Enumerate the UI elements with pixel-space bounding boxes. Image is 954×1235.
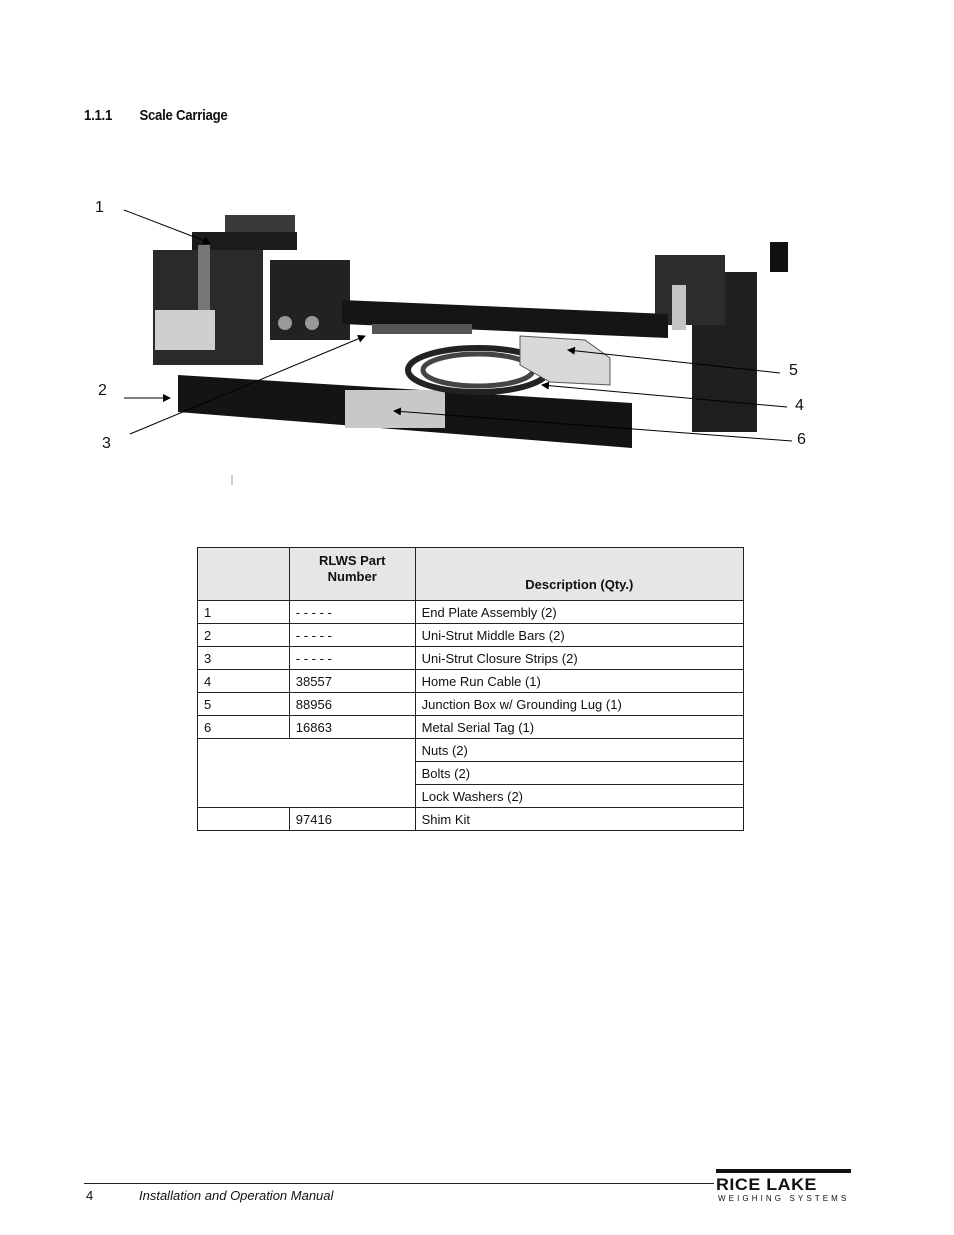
callout-1: 1 — [95, 199, 104, 216]
row-desc: Lock Washers (2) — [415, 785, 743, 808]
row-part: - - - - - — [289, 624, 415, 647]
logo-sub-text: WEIGHING SYSTEMS — [718, 1194, 850, 1203]
row-item: 5 — [198, 693, 290, 716]
footer-rule — [84, 1183, 714, 1184]
table-row — [198, 624, 744, 647]
table-row — [198, 670, 744, 693]
header-item — [198, 548, 290, 601]
scale-carriage-figure — [80, 190, 820, 490]
table-row — [198, 693, 744, 716]
row-desc: Home Run Cable (1) — [415, 670, 743, 693]
row-part: 38557 — [289, 670, 415, 693]
row-desc: Nuts (2) — [415, 739, 743, 762]
page-number: 4 — [86, 1188, 94, 1203]
logo-main-text: RICE LAKE — [716, 1175, 817, 1194]
serial-tag — [345, 390, 445, 428]
section-heading — [84, 107, 227, 124]
callout-2: 2 — [98, 382, 107, 399]
parts-table — [197, 547, 744, 831]
row-item: 2 — [198, 624, 290, 647]
table-row — [198, 601, 744, 624]
row-desc: Shim Kit — [415, 808, 743, 831]
row-item — [198, 808, 290, 831]
row-part: - - - - - — [289, 647, 415, 670]
row-part: 88956 — [289, 693, 415, 716]
row-part: - - - - - — [289, 601, 415, 624]
table-header-row — [198, 548, 744, 601]
row-item: 6 — [198, 716, 290, 739]
row-desc: End Plate Assembly (2) — [415, 601, 743, 624]
row-part: 97416 — [289, 808, 415, 831]
rice-lake-logo — [716, 1169, 856, 1203]
row-part: 16863 — [289, 716, 415, 739]
row-desc: Junction Box w/ Grounding Lug (1) — [415, 693, 743, 716]
header-description: Description (Qty.) — [415, 548, 743, 601]
section-number: 1.1.1 — [84, 107, 113, 124]
row-desc: Uni-Strut Closure Strips (2) — [415, 647, 743, 670]
callout-4: 4 — [795, 397, 804, 414]
hardware-merged-cell — [198, 739, 416, 808]
callout-6: 6 — [797, 431, 806, 448]
row-item: 3 — [198, 647, 290, 670]
header-part-number: RLWS Part Number — [289, 548, 415, 601]
row-item: 1 — [198, 601, 290, 624]
section-title: Scale Carriage — [139, 107, 228, 124]
table-row — [198, 808, 744, 831]
callout-5: 5 — [789, 362, 798, 379]
junction-box — [520, 336, 610, 385]
table-row — [198, 647, 744, 670]
row-desc: Metal Serial Tag (1) — [415, 716, 743, 739]
manual-title: Installation and Operation Manual — [139, 1188, 334, 1203]
scale-carriage-illustration — [80, 190, 820, 490]
row-desc: Uni-Strut Middle Bars (2) — [415, 624, 743, 647]
table-row — [198, 739, 744, 762]
callout-3: 3 — [102, 435, 111, 452]
row-desc: Bolts (2) — [415, 762, 743, 785]
row-item: 4 — [198, 670, 290, 693]
table-row — [198, 716, 744, 739]
